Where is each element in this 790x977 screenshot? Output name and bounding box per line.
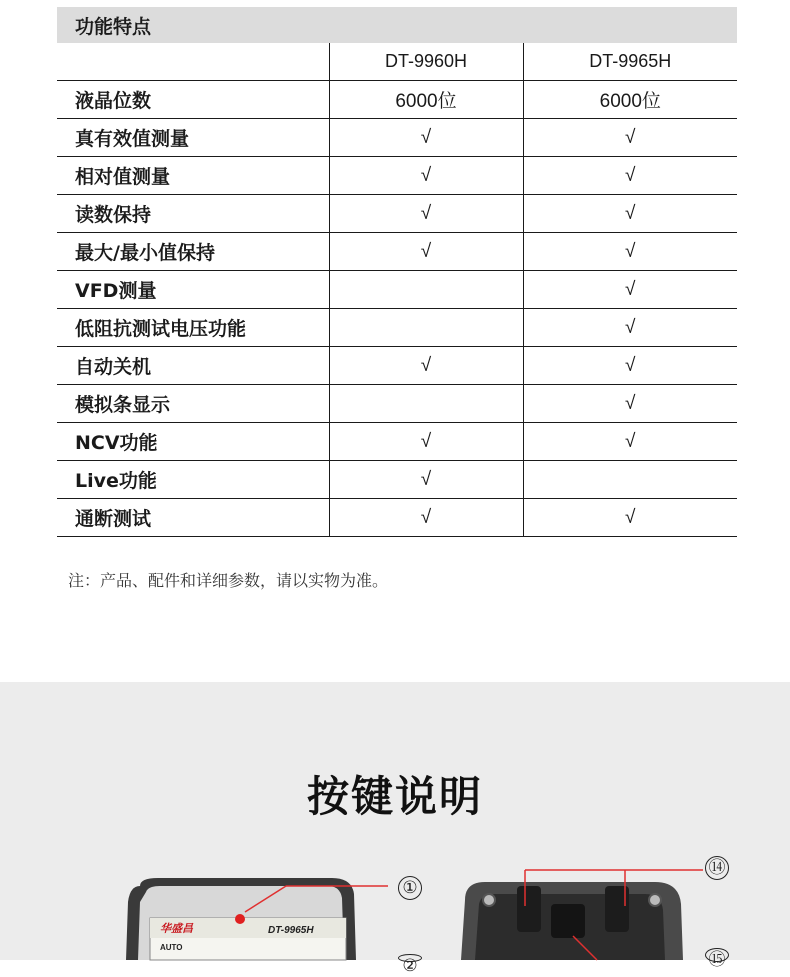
feature-name: 最大/最小值保持: [57, 233, 329, 271]
feature-name: 低阻抗测试电压功能: [57, 309, 329, 347]
feature-name: 自动关机: [57, 347, 329, 385]
dt9965h-value: √: [523, 347, 737, 385]
dt9965h-value: √: [523, 195, 737, 233]
feature-name: 液晶位数: [57, 81, 329, 119]
table-row: [57, 81, 737, 119]
model-header-dt9965h: DT-9965H: [523, 43, 737, 81]
dt9960h-value: √: [329, 119, 523, 157]
feature-name: 真有效值测量: [57, 119, 329, 157]
dt9965h-value: √: [523, 423, 737, 461]
dt9960h-value: √: [329, 347, 523, 385]
model-header-dt9960h: DT-9960H: [329, 43, 523, 81]
feature-name: Live功能: [57, 461, 329, 499]
feature-name: VFD测量: [57, 271, 329, 309]
dt9960h-value: √: [329, 233, 523, 271]
dt9960h-value: 6000位: [329, 81, 523, 119]
callout-14: ⑭: [705, 856, 729, 880]
feature-name: 模拟条显示: [57, 385, 329, 423]
callout-1: ①: [398, 876, 422, 900]
dt9960h-value: [329, 385, 523, 423]
dt9960h-value: √: [329, 157, 523, 195]
feature-name: 相对值测量: [57, 157, 329, 195]
dt9965h-value: √: [523, 119, 737, 157]
multimeter-back-image: [455, 860, 715, 960]
dt9965h-value: 6000位: [523, 81, 737, 119]
table-row: [57, 195, 737, 233]
dt9965h-value: √: [523, 271, 737, 309]
dt9965h-value: [523, 461, 737, 499]
model-header-blank: [57, 43, 329, 81]
table-row: [57, 271, 737, 309]
table-row: [57, 385, 737, 423]
feature-name: 通断测试: [57, 499, 329, 537]
button-description-section: [0, 682, 790, 976]
section-heading: 按键说明: [306, 772, 483, 821]
dt9960h-value: √: [329, 195, 523, 233]
screw-icon: [649, 894, 661, 906]
disclaimer-note: 注：产品、配件和详细参数，请以实物为准。: [68, 571, 389, 590]
dt9965h-value: √: [523, 233, 737, 271]
table-row: [57, 233, 737, 271]
dt9960h-value: √: [329, 499, 523, 537]
device-mode: AUTO: [160, 943, 183, 952]
table-row: [57, 499, 737, 537]
callout-15: ⑮: [705, 948, 729, 962]
feature-name: NCV功能: [57, 423, 329, 461]
multimeter-front-image: [100, 872, 400, 960]
dt9965h-value: √: [523, 499, 737, 537]
device-brand: 华盛昌: [160, 922, 193, 935]
table-row: [57, 347, 737, 385]
table-row: [57, 461, 737, 499]
device-model: DT-9965H: [268, 925, 314, 936]
feature-name: 读数保持: [57, 195, 329, 233]
feature-table: [57, 7, 737, 537]
table-title-row: [57, 7, 737, 43]
dt9965h-value: √: [523, 157, 737, 195]
dt9960h-value: [329, 271, 523, 309]
dt9960h-value: [329, 309, 523, 347]
dt9960h-value: √: [329, 423, 523, 461]
indicator-led-icon: [235, 914, 245, 924]
table-row: [57, 157, 737, 195]
screw-icon: [483, 894, 495, 906]
table-row: [57, 119, 737, 157]
dt9965h-value: √: [523, 385, 737, 423]
dt9965h-value: √: [523, 309, 737, 347]
callout-2: ②: [398, 954, 422, 962]
table-title: 功能特点: [57, 7, 737, 43]
model-header-row: [57, 43, 737, 81]
table-row: [57, 423, 737, 461]
table-row: [57, 309, 737, 347]
dt9960h-value: √: [329, 461, 523, 499]
